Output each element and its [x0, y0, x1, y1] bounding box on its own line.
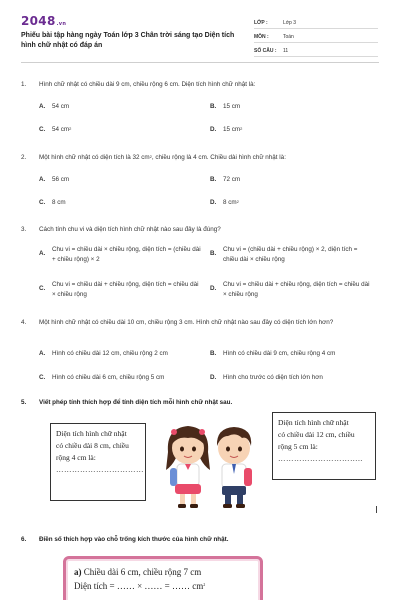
question-number: 4. — [21, 319, 27, 326]
question-2-stem — [21, 153, 374, 163]
worksheet-title: Phiếu bài tập hàng ngày Toán lớp 3 Chân trời sáng tạo Diện tích hình chữ nhật có đáp án — [21, 32, 235, 49]
question-text: Điền số thích hợp vào chỗ trống kích thước của hình chữ nhật. — [39, 536, 229, 543]
header-divider — [21, 62, 379, 63]
option-letter: D. — [210, 285, 217, 292]
option-letter: A. — [39, 103, 46, 110]
meta-row-class — [254, 16, 378, 29]
question-1-stem — [21, 80, 374, 90]
meta-label: SỐ CÂU : — [254, 48, 277, 54]
question-4-option-d[interactable] — [210, 373, 373, 383]
option-text: 72 cm — [223, 176, 241, 183]
box-line: Diện tích hình chữ nhật — [56, 429, 127, 438]
logo-tld: .vn — [56, 21, 67, 27]
option-text — [223, 125, 373, 135]
question-6-stem — [21, 535, 374, 545]
exercise-text: Diện tích = …… × …… = …… cm — [74, 581, 204, 591]
question-text-part: , chiều rộng là 4 cm. Chiều dài hình chữ nhật là: — [151, 154, 286, 161]
question-text: Viết phép tính thích hợp để tính diện tích mỗi hình chữ nhật sau. — [39, 399, 233, 406]
option-text — [223, 198, 373, 208]
option-text: 15 cm — [223, 103, 241, 110]
site-logo[interactable] — [21, 14, 66, 28]
question-text: Hình chữ nhật có chiều dài 9 cm, chiều rộng 6 cm. Diện tích hình chữ nhật là: — [39, 81, 256, 88]
exercise-text: Chiều dài 6 cm, chiều rộng 7 cm — [83, 567, 202, 577]
option-text: Chu vi = (chiều dài + chiều rộng) × 2, diện tích = chiều dài × chiều rộng — [223, 246, 358, 263]
option-text: 54 cm — [52, 103, 70, 110]
question-3-option-c[interactable] — [39, 280, 202, 299]
option-letter: B. — [210, 350, 217, 357]
question-6-exercise-box — [63, 556, 263, 600]
logo-text: 2048 — [21, 14, 56, 28]
question-3-option-b[interactable] — [210, 245, 373, 264]
question-1-option-b[interactable] — [210, 102, 373, 112]
option-text-main: 54 cm — [52, 126, 70, 133]
question-4-option-b[interactable] — [210, 349, 373, 359]
option-letter: A. — [39, 350, 46, 357]
answer-blank[interactable]: …………………………… — [56, 465, 144, 474]
option-letter: C. — [39, 199, 46, 206]
superscript: 2 — [236, 199, 239, 204]
box-line: có chiều dài 8 cm, chiều — [56, 441, 129, 450]
superscript: 2 — [149, 154, 152, 159]
exercise-line-2[interactable] — [74, 579, 252, 593]
option-text: Chu vi = chiều dài + chiều rộng, diện tích = chiều dài × chiều rộng — [223, 281, 370, 298]
option-text-main: 15 cm — [223, 126, 241, 133]
meta-value: Lớp 3 — [283, 20, 297, 26]
question-2-option-c[interactable] — [39, 198, 202, 208]
option-text: Hình có chiều dài 9 cm, chiều rộng 4 cm — [223, 350, 336, 357]
box-line: Diện tích hình chữ nhật — [278, 418, 349, 427]
meta-row-count — [254, 44, 378, 57]
question-1-option-d[interactable] — [210, 125, 373, 135]
text-cursor — [376, 506, 377, 513]
meta-label: LỚP : — [254, 20, 268, 26]
question-text-part: Một hình chữ nhật có diện tích là 32 cm — [39, 154, 150, 161]
superscript: 2 — [240, 126, 243, 131]
question-text: Một hình chữ nhật có chiều dài 10 cm, chiều rộng 3 cm. Hình chữ nhật nào sau đây có diện tích lớn hơn? — [39, 319, 334, 326]
left-speech-box — [50, 423, 146, 501]
question-5-stem — [21, 398, 374, 408]
option-text: 56 cm — [52, 176, 70, 183]
option-letter: B. — [210, 250, 217, 257]
boy-figure — [217, 427, 252, 508]
option-text: Hình có chiều dài 12 cm, chiều rộng 2 cm — [52, 350, 168, 357]
box-line: có chiều dài 12 cm, chiều — [278, 430, 355, 439]
meta-label: MÔN : — [254, 34, 269, 40]
question-4-option-a[interactable] — [39, 349, 202, 359]
exercise-label: a) — [74, 567, 82, 577]
question-text: Cách tính chu vi và diện tích hình chữ nhật nào sau đây là đúng? — [39, 226, 221, 233]
answer-blank[interactable]: ………………………….. — [278, 454, 363, 463]
question-3-option-d[interactable] — [210, 280, 373, 299]
question-number: 1. — [21, 81, 27, 88]
option-letter: C. — [39, 374, 46, 381]
right-speech-box — [272, 412, 376, 480]
question-number: 6. — [21, 536, 27, 543]
question-2-option-a[interactable] — [39, 175, 202, 185]
question-number: 2. — [21, 154, 27, 161]
question-1-option-c[interactable] — [39, 125, 202, 135]
option-letter: D. — [210, 126, 217, 133]
option-text: Hình có chiều dài 6 cm, chiều rộng 5 cm — [52, 374, 165, 381]
exercise-line-1 — [74, 565, 252, 579]
option-letter: C. — [39, 285, 46, 292]
worksheet-meta — [254, 16, 378, 58]
option-text-main: 8 cm — [223, 199, 237, 206]
question-3-stem — [21, 225, 374, 235]
option-text: Chu vi = chiều dài + chiều rộng, diện tích = chiều dài × chiều rộng — [52, 281, 199, 298]
girl-figure — [166, 426, 210, 508]
meta-value: Toán — [283, 34, 294, 40]
question-number: 3. — [21, 226, 27, 233]
children-illustration — [158, 418, 266, 510]
option-letter: A. — [39, 176, 46, 183]
option-text — [52, 125, 202, 135]
option-letter: A. — [39, 250, 46, 257]
question-4-stem — [21, 318, 374, 328]
superscript: 2 — [203, 582, 206, 587]
question-1-option-a[interactable] — [39, 102, 202, 112]
box-line: rộng 5 cm là: — [278, 442, 318, 451]
option-text: 8 cm — [52, 199, 66, 206]
option-text: Hình cho trước có diện tích lớn hơn — [223, 374, 323, 381]
option-letter: D. — [210, 199, 217, 206]
option-letter: D. — [210, 374, 217, 381]
question-2-option-d[interactable] — [210, 198, 373, 208]
question-3-option-a[interactable] — [39, 245, 202, 264]
option-letter: B. — [210, 176, 217, 183]
option-text: Chu vi = chiều dài × chiều rộng, diện tích = (chiều dài + chiều rộng) × 2 — [52, 246, 201, 263]
option-letter: B. — [210, 103, 217, 110]
question-4-option-c[interactable] — [39, 373, 202, 383]
question-2-option-b[interactable] — [210, 175, 373, 185]
meta-row-subject — [254, 30, 378, 43]
question-text — [39, 153, 374, 163]
option-letter: C. — [39, 126, 46, 133]
question-number: 5. — [21, 399, 27, 406]
meta-value: 11 — [283, 48, 289, 54]
question-5-illustration — [46, 412, 379, 510]
box-line: rộng 4 cm là: — [56, 453, 96, 462]
superscript: 2 — [69, 126, 72, 131]
